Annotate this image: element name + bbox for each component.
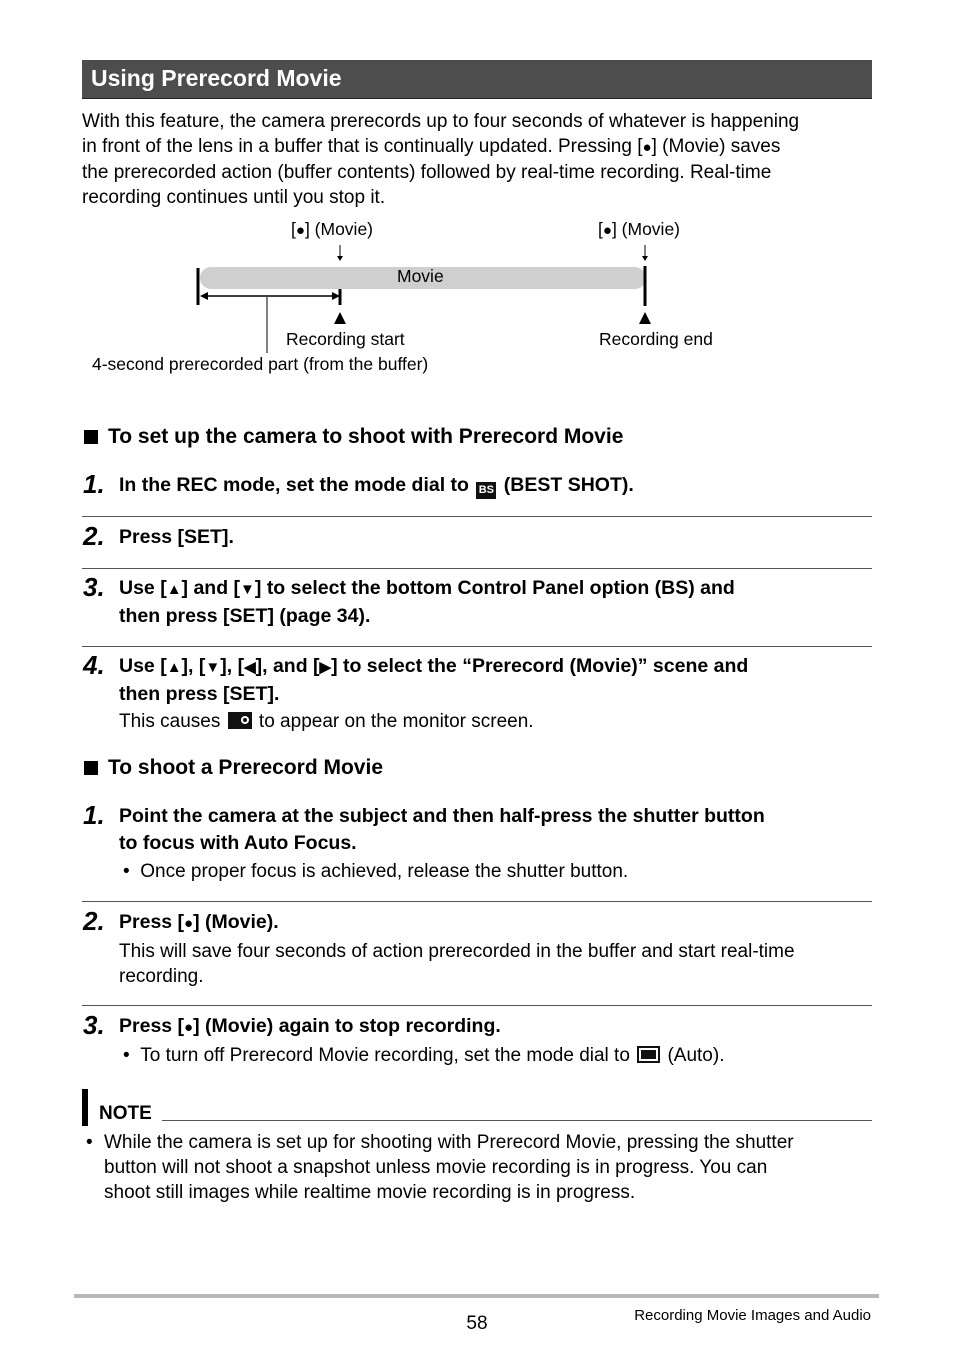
step-number: 2. — [83, 521, 105, 551]
diagram-lines — [0, 0, 954, 400]
square-bullet-icon — [84, 430, 98, 444]
step-bullet: • To turn off Prerecord Movie recording, set the mode dial to (Auto). — [123, 1045, 725, 1066]
up-arrow-icon: ▲ — [166, 659, 182, 676]
intro-line: recording continues until you stop it. — [82, 187, 386, 208]
movie-bar-label: Movie — [397, 266, 444, 286]
step-bullet: • Once proper focus is achieved, release the shutter button. — [123, 861, 629, 882]
intro-line: With this feature, the camera prerecords up to four seconds of whatever is happening — [82, 111, 800, 132]
step-number: 3. — [83, 1010, 105, 1040]
section-title: Using Prerecord Movie — [91, 65, 342, 91]
recording-end-label: Recording end — [599, 329, 713, 349]
step-number: 1. — [83, 469, 105, 499]
step-text: Press [●] (Movie) again to stop recording. — [119, 1015, 501, 1037]
note-label: NOTE — [99, 1103, 152, 1124]
section-heading-shoot: To shoot a Prerecord Movie — [84, 755, 383, 781]
step-subtext: This causes to appear on the monitor screen. — [119, 711, 534, 732]
down-arrow-icon: ▼ — [205, 659, 221, 676]
footer-section-title: Recording Movie Images and Audio — [634, 1307, 871, 1324]
section-heading-setup: To set up the camera to shoot with Prerecord Movie — [84, 424, 623, 450]
step-text: Use [▲] and [▼] to select the bottom Control Panel option (BS) and then press [SET] (page 34). — [119, 577, 735, 627]
movie-button-label-end: [●] (Movie) — [598, 219, 680, 239]
step-text: Use [▲], [▼], [◀], and [▶] to select the “Prerecord (Movie)” scene and then press [SET]. — [119, 655, 749, 705]
down-arrow-icon: ▼ — [240, 581, 255, 598]
up-arrow-icon: ▲ — [166, 581, 182, 598]
step-divider — [82, 901, 872, 902]
footer-divider — [74, 1294, 879, 1298]
step-text: Press [●] (Movie). — [119, 911, 279, 933]
movie-button-icon: ● — [184, 1019, 194, 1036]
left-arrow-icon: ◀ — [244, 659, 256, 676]
step-divider — [82, 646, 872, 647]
step-text: In the REC mode, set the mode dial to BS (BEST SHOT). — [119, 472, 869, 499]
page-number: 58 — [466, 1313, 488, 1334]
step-divider — [82, 1005, 872, 1006]
note-divider — [162, 1120, 872, 1121]
best-shot-icon: BS — [476, 482, 496, 499]
square-bullet-icon — [84, 761, 98, 775]
step-number: 1. — [83, 800, 105, 830]
recording-end-marker — [639, 312, 651, 324]
step-subtext: This will save four seconds of action prerecorded in the buffer and start real-time recording. — [119, 941, 795, 987]
step-number: 3. — [83, 572, 105, 602]
note-bullet: • — [86, 1132, 93, 1153]
recording-start-label: Recording start — [286, 329, 405, 349]
step-text: Point the camera at the subject and then half-press the shutter button to focus with Auto Focus. — [119, 805, 765, 854]
prerecord-movie-icon — [228, 712, 252, 729]
movie-button-label-start: [●] (Movie) — [291, 219, 373, 239]
step-number: 4. — [83, 650, 105, 680]
right-arrow-icon: ▶ — [319, 659, 332, 676]
prerecord-diagram — [0, 0, 954, 400]
movie-button-icon: ● — [184, 915, 194, 932]
step-divider — [82, 568, 872, 569]
auto-mode-icon — [637, 1046, 660, 1063]
intro-line: in front of the lens in a buffer that is continually updated. Pressing [●] (Movie) saves — [82, 136, 781, 157]
movie-button-icon: ● — [642, 139, 652, 156]
intro-line: the prerecorded action (buffer contents) followed by real-time recording. Real-time — [82, 162, 772, 183]
note-bar — [82, 1089, 88, 1126]
note-text: While the camera is set up for shooting with Prerecord Movie, pressing the shutter button will not shoot a snapshot unless movie recording is in progress. You can shoot still images while realtime movie recording is in progress. — [104, 1132, 794, 1203]
step-divider — [82, 516, 872, 517]
buffer-label: 4-second prerecorded part (from the buffer) — [92, 354, 429, 374]
step-text: Press [SET]. — [119, 526, 234, 548]
recording-start-marker — [334, 312, 346, 324]
step-number: 2. — [83, 906, 105, 936]
